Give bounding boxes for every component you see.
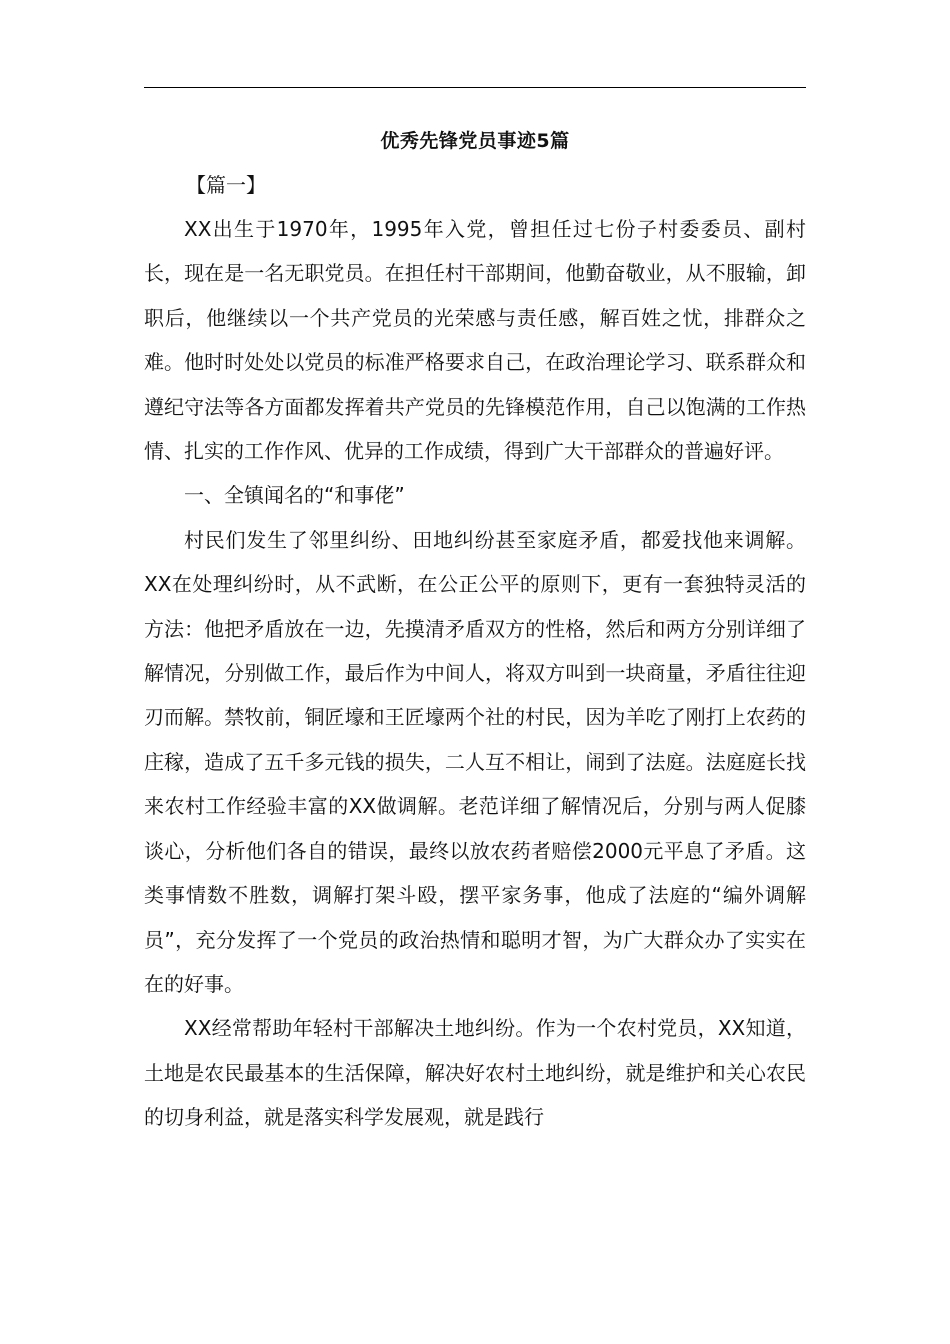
section-tag: 【篇一】 <box>186 173 266 197</box>
document-title: 优秀先锋党员事迹5篇 <box>380 130 570 152</box>
section-heading: 一、全镇闻名的“和事佬” <box>184 483 405 508</box>
paragraph-mediation: 村民们发生了邻里纠纷、田地纠纷甚至家庭矛盾，都爱找他来调解。XX在处理纠纷时，从不武断，在公正公平的原则下，更有一套独特灵活的方法：他把矛盾放在一边，先摸清矛盾双方的性格，然后和两方分别详细了解情况，分别做工作，最后作为中间人，将双方叫到一块商量，矛盾往往迎刃而解。禁牧前，铜匠壕和王匠壕两个社的村民，因为羊吃了刚打上农药的庄稼，造成了五千多元钱的损失，二人互不相让，闹到了法庭。法庭庭长找来农村工作经验丰富的XX做调解。老范详细了解情况后，分别与两人促膝谈心，分析他们各自的错误，最终以放农药者赔偿2000元平息了矛盾。这类事情数不胜数，调解打架斗殴，摆平家务事，他成了法庭的“编外调解员”，充分发挥了一个党员的政治热情和聪明才智，为广大群众办了实实在在的好事。 <box>144 527 806 996</box>
paragraph-land-disputes: XX经常帮助年轻村干部解决土地纠纷。作为一个农村党员，XX知道，土地是农民最基本的生活保障，解决好农村土地纠纷，就是维护和关心农民的切身利益，就是落实科学发展观，就是践行 <box>144 1016 806 1130</box>
header-rule <box>144 87 806 88</box>
paragraph-intro: XX出生于1970年，1995年入党，曾担任过七份子村委委员、副村长，现在是一名无职党员。在担任村干部期间，他勤奋敬业，从不服输，卸职后，他继续以一个共产党员的光荣感与责任感，解百姓之忧，排群众之难。他时时处处以党员的标准严格要求自己，在政治理论学习、联系群众和遵纪守法等各方面都发挥着共产党员的先锋模范作用，自己以饱满的工作热情、扎实的工作作风、优异的工作成绩，得到广大干部群众的普遍好评。 <box>144 217 806 464</box>
document-body <box>144 207 806 1140</box>
